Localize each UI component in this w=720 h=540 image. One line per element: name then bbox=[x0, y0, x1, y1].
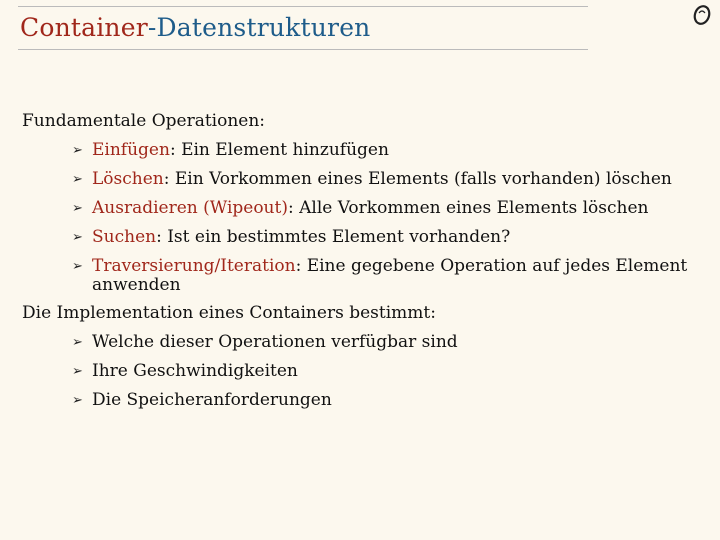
arrow-bullet-icon: ➢ bbox=[72, 393, 83, 408]
list-item-continuation: anwenden bbox=[92, 275, 181, 295]
arrow-bullet-icon: ➢ bbox=[72, 172, 83, 187]
arrow-bullet-icon: ➢ bbox=[72, 230, 83, 245]
operation-desc: : Alle Vorkommen eines Elements löschen bbox=[287, 198, 649, 218]
slide-title bbox=[20, 13, 370, 42]
operation-desc: : Eine gegebene Operation auf jedes Element bbox=[295, 256, 688, 276]
arrow-bullet-icon: ➢ bbox=[72, 364, 83, 379]
operation-desc: : Ein Vorkommen eines Elements (falls vorhanden) löschen bbox=[163, 169, 672, 189]
list-item-einfuegen bbox=[22, 136, 702, 165]
arrow-bullet-icon: ➢ bbox=[72, 335, 83, 350]
arrow-bullet-icon: ➢ bbox=[72, 259, 83, 274]
intro-text: Fundamentale Operationen: bbox=[22, 111, 266, 131]
impl-item-speicher bbox=[22, 386, 702, 415]
list-item-loeschen bbox=[22, 165, 702, 194]
title-part-datenstrukturen: -Datenstrukturen bbox=[147, 13, 371, 42]
list-item-traversierung bbox=[22, 252, 702, 281]
impl-item-text: Ihre Geschwindigkeiten bbox=[92, 361, 298, 381]
title-part-container: Container bbox=[20, 13, 148, 42]
operation-desc: : Ein Element hinzufügen bbox=[169, 140, 389, 160]
impl-item-geschwindigkeiten bbox=[22, 357, 702, 386]
impl-intro-text: Die Implementation eines Containers bestimmt: bbox=[22, 303, 436, 323]
circle-logo-icon bbox=[690, 3, 714, 27]
operation-term: Löschen bbox=[92, 169, 164, 189]
operation-term: Suchen bbox=[92, 227, 157, 247]
impl-item-text: Welche dieser Operationen verfügbar sind bbox=[92, 332, 458, 352]
list-item-ausradieren bbox=[22, 194, 702, 223]
title-bar bbox=[18, 6, 588, 50]
list-item-suchen bbox=[22, 223, 702, 252]
operation-desc: : Ist ein bestimmtes Element vorhanden? bbox=[156, 227, 511, 247]
impl-item-text: Die Speicheranforderungen bbox=[92, 390, 332, 410]
operation-term: Traversierung/Iteration bbox=[92, 256, 296, 276]
operation-term: Ausradieren (Wipeout) bbox=[92, 198, 288, 218]
impl-item-operationen bbox=[22, 328, 702, 357]
operation-term: Einfügen bbox=[92, 140, 170, 160]
arrow-bullet-icon: ➢ bbox=[72, 143, 83, 158]
slide-content bbox=[22, 107, 702, 415]
arrow-bullet-icon: ➢ bbox=[72, 201, 83, 216]
